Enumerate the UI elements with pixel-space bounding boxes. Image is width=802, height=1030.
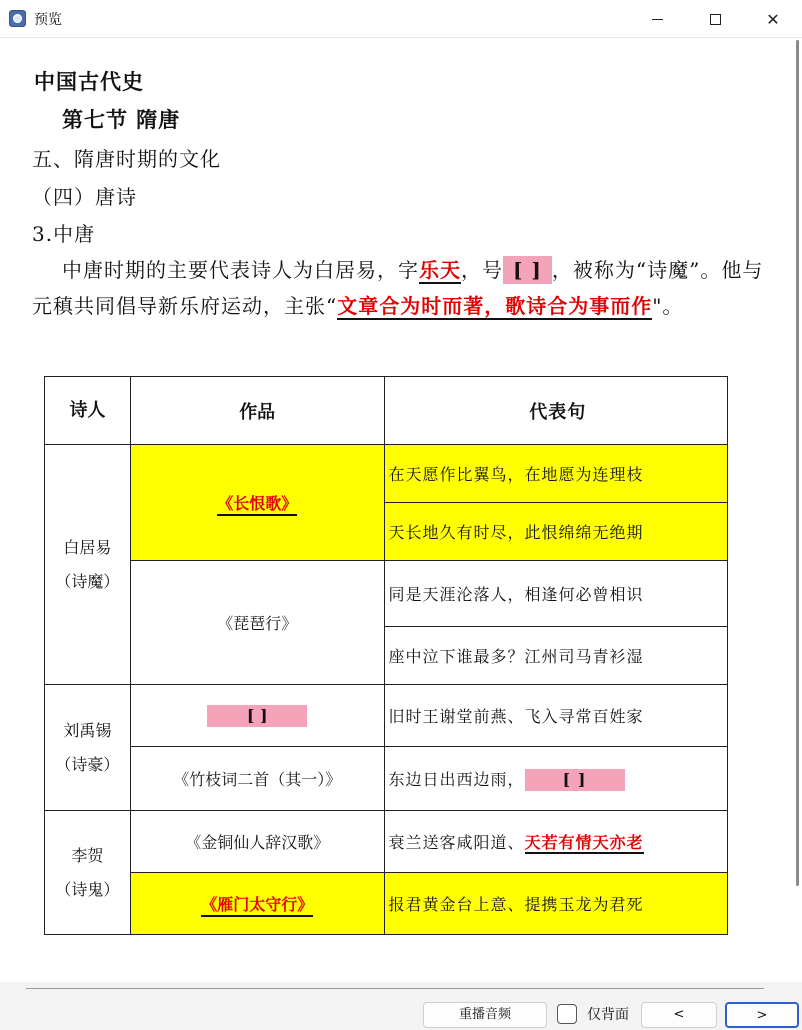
close-icon: ✕ — [766, 9, 780, 29]
subsection-title: （四）唐诗 — [32, 185, 137, 209]
line-cell: 同是天涯沦落人，相逢何必曾相识 — [384, 561, 727, 627]
poet-name: 刘禹锡 — [63, 720, 112, 740]
line-cell: 座中泣下谁最多？江州司马青衫湿 — [384, 627, 727, 685]
section-title: 五、隋唐时期的文化 — [32, 147, 221, 171]
vertical-scrollbar[interactable] — [792, 38, 802, 888]
maximize-button[interactable] — [686, 0, 744, 38]
table-row — [45, 873, 728, 935]
work-jintong: 《金铜仙人辞汉歌》 — [130, 811, 384, 873]
answer-line: 天若有情天亦老 — [524, 833, 644, 852]
poet-alias: （诗鬼） — [55, 879, 120, 899]
back-only-label[interactable]: 仅背面 — [587, 1007, 629, 1023]
poet-liu — [45, 685, 131, 811]
header-work: 作品 — [130, 377, 384, 445]
header-poet: 诗人 — [45, 377, 131, 445]
scrollbar-thumb[interactable] — [796, 40, 799, 886]
back-only-checkbox[interactable] — [557, 1004, 577, 1024]
window-titlebar — [0, 0, 802, 38]
poet-alias: （诗豪） — [55, 754, 120, 774]
work-cell — [130, 685, 384, 747]
table-row — [45, 685, 728, 747]
para-text-1: 中唐时期的主要代表诗人为白居易，字 — [62, 258, 419, 282]
table-header-row — [45, 377, 728, 445]
line-cell: 报君黄金台上意、提携玉龙为君死 — [384, 873, 727, 935]
table-row — [45, 445, 728, 503]
cloze-blank-line[interactable]: [ ] — [525, 769, 625, 791]
line-cell — [384, 747, 727, 811]
work-cell — [130, 445, 384, 561]
poet-name: 李贺 — [71, 845, 104, 865]
poet-bai — [45, 445, 131, 685]
line-cell: 在天愿作比翼鸟，在地愿为连理枝 — [384, 445, 727, 503]
item-title: 3.中唐 — [32, 222, 96, 246]
footer-divider — [26, 988, 764, 989]
prev-button[interactable]: < — [641, 1002, 717, 1028]
answer-zi: 乐天 — [419, 258, 461, 282]
table-row — [45, 811, 728, 873]
heading-chapter: 中国古代史 — [34, 69, 144, 94]
table-row — [45, 561, 728, 627]
poets-table — [44, 376, 728, 935]
maximize-icon — [710, 14, 721, 25]
work-pipa: 《琵琶行》 — [130, 561, 384, 685]
poet-alias: （诗魔） — [55, 571, 120, 591]
table-row — [45, 747, 728, 811]
answer-quote: 文章合为时而著，歌诗合为事而作 — [337, 294, 653, 318]
para-text-4: "。 — [652, 294, 684, 318]
window-title: 预览 — [34, 12, 62, 28]
minimize-icon — [652, 19, 663, 20]
intro-paragraph — [32, 252, 772, 324]
minimize-button[interactable] — [628, 0, 686, 38]
line-prefix: 东边日出西边雨， — [388, 769, 525, 789]
cloze-blank-work[interactable]: [ ] — [207, 705, 307, 727]
cloze-blank-hao[interactable]: [ ] — [503, 256, 552, 284]
line-prefix: 衰兰送客咸阳道、 — [388, 833, 525, 852]
app-icon — [9, 10, 26, 27]
line-cell: 天长地久有时尽，此恨绵绵无绝期 — [384, 503, 727, 561]
para-text-2: ，号 — [461, 258, 503, 282]
work-zhuzhi: 《竹枝词二首（其一）》 — [130, 747, 384, 811]
replay-audio-button[interactable]: 重播音频 — [423, 1002, 547, 1028]
line-cell — [384, 811, 727, 873]
work-cell — [130, 873, 384, 935]
header-line: 代表句 — [384, 377, 727, 445]
heading-section: 第七节 隋唐 — [62, 107, 181, 132]
next-button[interactable]: > — [725, 1002, 799, 1028]
poet-li — [45, 811, 131, 935]
close-button[interactable] — [744, 0, 802, 38]
para-text-3: ，被称为“诗魔”。他与元稹共同倡导新乐府运动，主张“ — [32, 258, 764, 318]
work-changhen: 《长恨歌》 — [217, 494, 297, 516]
poet-name: 白居易 — [63, 537, 112, 557]
work-yanmen: 《雁门太守行》 — [201, 895, 313, 917]
line-cell: 旧时王谢堂前燕、飞入寻常百姓家 — [384, 685, 727, 747]
